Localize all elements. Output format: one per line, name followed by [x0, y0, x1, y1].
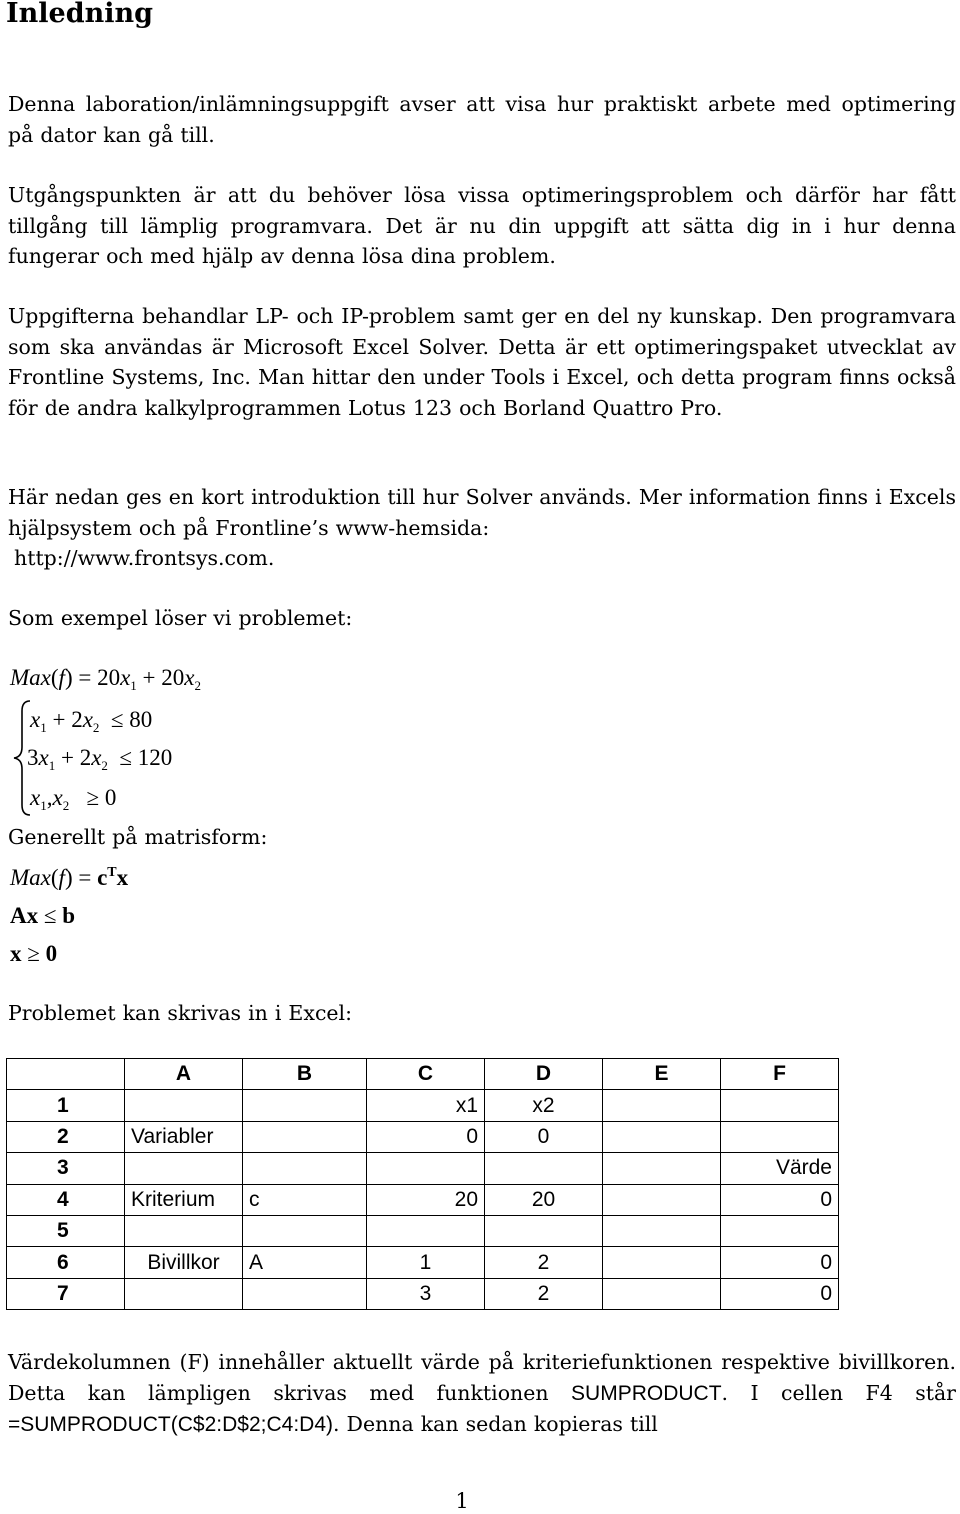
- frontline-url[interactable]: http://www.frontsys.com.: [14, 546, 275, 570]
- value-text: . I cellen F4 står: [721, 1380, 956, 1405]
- objective-function: $Max(f) = 20x_1 + 20x_2$: [10, 665, 201, 693]
- cell: [485, 1153, 603, 1184]
- cell: [721, 1121, 839, 1152]
- cell: 1: [367, 1247, 485, 1278]
- cell: [243, 1215, 367, 1246]
- table-row: [7, 1247, 839, 1278]
- table-row: [7, 1278, 839, 1309]
- cell: [125, 1278, 243, 1309]
- cell: 2: [485, 1278, 603, 1309]
- cell: x1: [367, 1090, 485, 1121]
- value-text: Värdekolumnen (F) innehåller aktuellt värde på kriteriefunktionen respektive bivillkoren. Detta kan lämpligen skrivas med funktionen: [8, 1350, 956, 1405]
- column-header: F: [721, 1059, 839, 1090]
- cell: 0: [721, 1184, 839, 1215]
- cell: [243, 1153, 367, 1184]
- table-row: [7, 1184, 839, 1215]
- row-number: 5: [7, 1215, 125, 1246]
- background-paragraph: Utgångspunkten är att du behöver lösa vissa optimeringsproblem och därför har fått tillgång till lämplig programvara. Det är nu din uppgift att sätta dig in i hur denna fungerar och med hjälp av denna lösa dina problem.: [8, 183, 956, 268]
- cell: 0: [721, 1278, 839, 1309]
- example-intro: Som exempel löser vi problemet:: [8, 606, 353, 630]
- cell: x2: [485, 1090, 603, 1121]
- column-header: B: [243, 1059, 367, 1090]
- excel-intro: Problemet kan skrivas in i Excel:: [8, 1001, 353, 1025]
- matrix-objective: $Max(f) = c^Tx$: [10, 865, 129, 890]
- intro-paragraph: Denna laboration/inlämningsuppgift avser att visa hur praktiskt arbete med optimering på dator kan gå till.: [8, 92, 956, 147]
- cell: [603, 1153, 721, 1184]
- cell: [485, 1215, 603, 1246]
- table-row: [7, 1153, 839, 1184]
- constraint-3: $x_1,x_2$ ≥ 0: [30, 785, 117, 813]
- cell: [721, 1215, 839, 1246]
- table-row: [7, 1215, 839, 1246]
- constraint-2: $3x_1 + 2x_2 \le 120$: [27, 745, 173, 773]
- cell: 20: [367, 1184, 485, 1215]
- cell: [603, 1090, 721, 1121]
- corner-cell: [7, 1059, 125, 1090]
- row-number: 4: [7, 1184, 125, 1215]
- cell: [603, 1121, 721, 1152]
- info-paragraph: [8, 482, 956, 574]
- value-column-paragraph: [8, 1347, 956, 1441]
- cell: [125, 1090, 243, 1121]
- cell: 3: [367, 1278, 485, 1309]
- row-number: 2: [7, 1121, 125, 1152]
- software-paragraph: Uppgifterna behandlar LP- och IP-problem samt ger en del ny kunskap. Den programvara som ska användas är Microsoft Excel Solver. Detta är ett optimeringspaket utvecklat av Frontline Systems, Inc. Man hittar den under Tools i Excel, och detta program finns också för de andra kalkylprogrammen Lotus 123 och Borland Quattro Pro.: [8, 304, 956, 420]
- column-header: C: [367, 1059, 485, 1090]
- cell: c: [243, 1184, 367, 1215]
- column-header: D: [485, 1059, 603, 1090]
- column-header: E: [603, 1059, 721, 1090]
- cell: [603, 1278, 721, 1309]
- constraint-1: $x_1 + 2x_2 \le 80$: [30, 707, 153, 735]
- row-number: 1: [7, 1090, 125, 1121]
- value-text: . Denna kan sedan kopieras till: [333, 1412, 658, 1436]
- cell: [125, 1215, 243, 1246]
- info-text: Här nedan ges en kort introduktion till hur Solver används. Mer information finns i Excels hjälpsystem och på Frontline’s www-hemsida:: [8, 485, 956, 540]
- page-number: 1: [455, 1489, 469, 1513]
- matrix-nonneg: x ≥ 0: [10, 941, 58, 966]
- cell: Variabler: [125, 1121, 243, 1152]
- cell: 0: [721, 1247, 839, 1278]
- cell: [367, 1153, 485, 1184]
- cell: 0: [485, 1121, 603, 1152]
- function-name: SUMPRODUCT: [571, 1381, 722, 1405]
- cell: [367, 1215, 485, 1246]
- cell: A: [243, 1247, 367, 1278]
- cell: 0: [367, 1121, 485, 1152]
- matrix-constraint: Ax ≤ b: [10, 903, 76, 928]
- cell: [125, 1153, 243, 1184]
- cell: Kriterium: [125, 1184, 243, 1215]
- formula: =SUMPRODUCT(C$2:D$2;C4:D4): [8, 1413, 333, 1436]
- row-number: 7: [7, 1278, 125, 1309]
- cell: [603, 1184, 721, 1215]
- cell: Värde: [721, 1153, 839, 1184]
- table-row: [7, 1090, 839, 1121]
- row-number: 6: [7, 1247, 125, 1278]
- matrix-form-label: Generellt på matrisform:: [8, 825, 268, 849]
- row-number: 3: [7, 1153, 125, 1184]
- column-header: A: [125, 1059, 243, 1090]
- excel-table: [6, 1058, 839, 1310]
- cell: [243, 1278, 367, 1309]
- cell: [243, 1090, 367, 1121]
- page-heading: Inledning: [6, 0, 153, 29]
- cell: [243, 1121, 367, 1152]
- cell: [603, 1215, 721, 1246]
- column-header-row: [7, 1059, 839, 1090]
- cell: 20: [485, 1184, 603, 1215]
- cell: 2: [485, 1247, 603, 1278]
- table-row: [7, 1121, 839, 1152]
- cell: Bivillkor: [125, 1247, 243, 1278]
- cell: [603, 1247, 721, 1278]
- cell: [721, 1090, 839, 1121]
